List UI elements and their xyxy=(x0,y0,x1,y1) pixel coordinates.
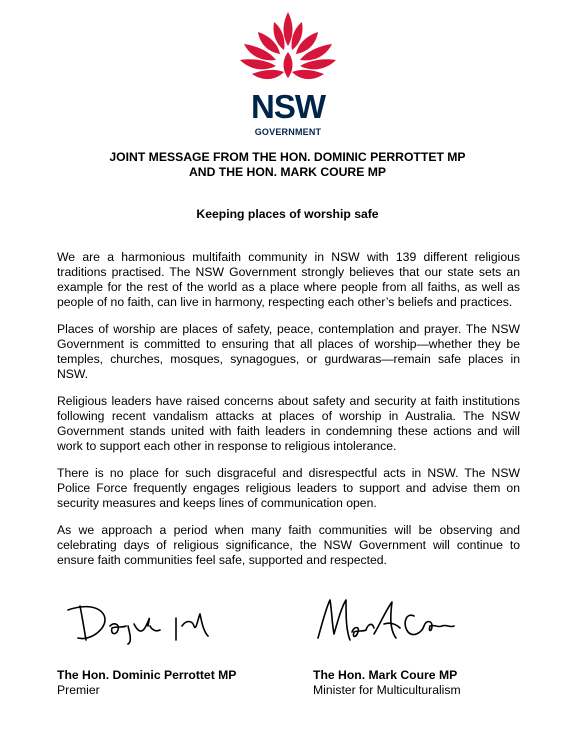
signature-coure xyxy=(310,594,460,650)
signatory-coure xyxy=(313,668,461,698)
signatory-name: The Hon. Mark Coure MP xyxy=(313,668,458,682)
paragraph: Places of worship are places of safety, peace, contemplation and prayer. The NSW Government is committed to ensuring that all places of worship—whether they be temples, churches, mosques, synagogues, or gurdwaras—remain safe places in NSW. xyxy=(57,322,520,381)
paragraph: There is no place for such disgraceful and disrespectful acts in NSW. The NSW Police Force frequently engages religious leaders to support and advise them on security measures and keeps lines of communication open. xyxy=(57,466,520,510)
letter-body xyxy=(57,250,520,580)
signature-perrottet xyxy=(66,596,226,646)
heading-line-2: AND THE HON. MARK COURE MP xyxy=(188,165,387,179)
heading-line-1: JOINT MESSAGE FROM THE HON. DOMINIC PERROTTET MP xyxy=(109,150,466,164)
document-heading xyxy=(40,150,535,180)
signatory-title: Minister for Multiculturalism xyxy=(313,683,461,697)
waratah-icon xyxy=(232,10,344,90)
signatory-name: The Hon. Dominic Perrottet MP xyxy=(57,668,237,682)
paragraph: As we approach a period when many faith communities will be observing and celebrating days of religious significance, the NSW Government will continue to ensure faith communities feel safe, supported and respected. xyxy=(57,523,520,567)
nsw-government-logo xyxy=(232,10,344,138)
logo-subline: GOVERNMENT xyxy=(254,127,322,137)
paragraph: We are a harmonious multifaith community in NSW with 139 different religious traditions practised. The NSW Government strongly believes that our state sets an example for the rest of the world as a place where people from all faiths, as well as people of no faith, can live in harmony, respecting each other’s beliefs and practices. xyxy=(57,250,520,309)
signatory-perrottet xyxy=(57,668,236,698)
logo-wordmark: NSW xyxy=(251,88,325,125)
paragraph: Religious leaders have raised concerns about safety and security at faith institutions following recent vandalism attacks at places of worship in Australia. The NSW Government stands united with faith leaders in condemning these actions and will work to support each other in response to religious intolerance. xyxy=(57,394,520,453)
document-subheading: Keeping places of worship safe xyxy=(196,207,379,221)
signatory-title: Premier xyxy=(57,683,100,697)
